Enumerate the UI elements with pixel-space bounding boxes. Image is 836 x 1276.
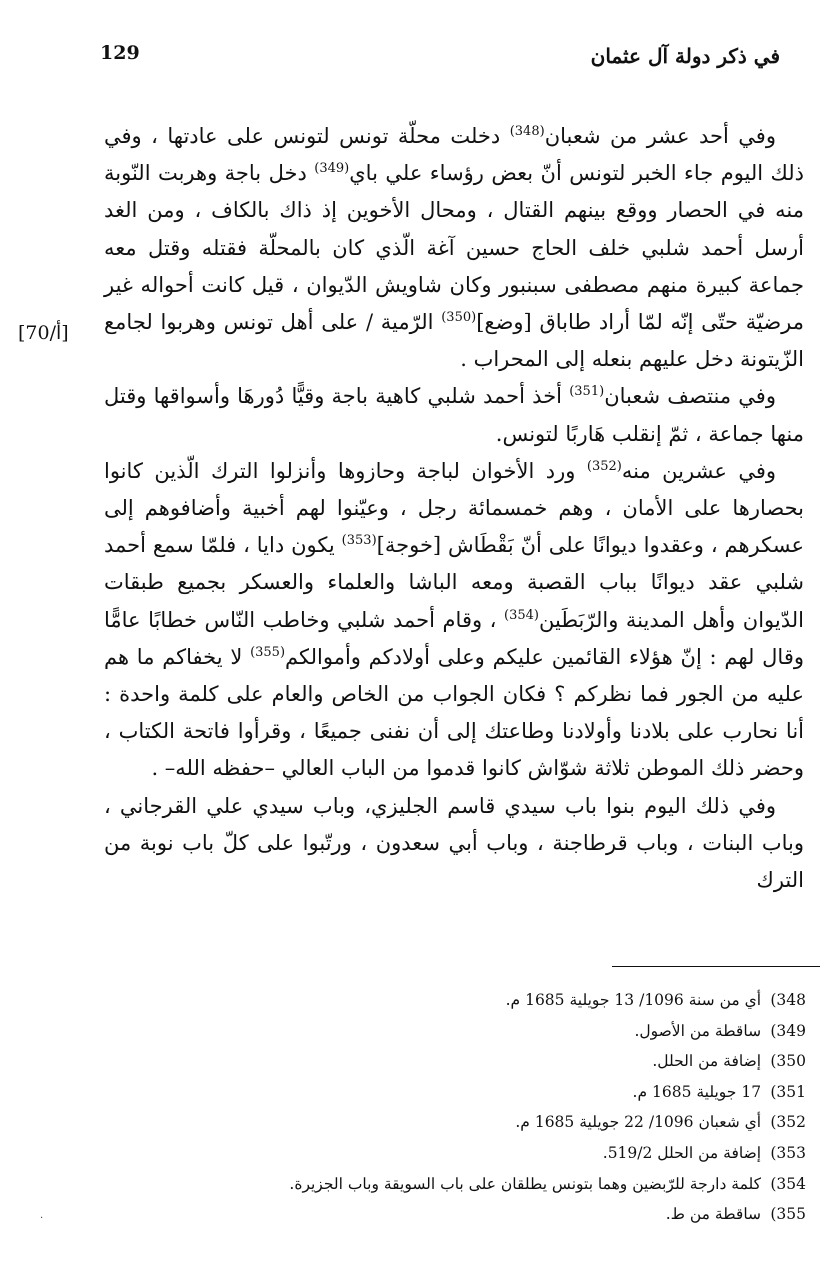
footnote-number: 355) xyxy=(770,1205,806,1224)
footnote-item xyxy=(186,1016,806,1047)
footnote-separator xyxy=(612,966,820,967)
footnote-item xyxy=(186,1077,806,1108)
paragraph-text: دخل باجة وهربت النّوبة منه في الحصار ووقع بينهم القتال ، ومحال الأخوين إذ ذاك بالكاف ، ومن الغد أرسل أحمد شلبي خلف الحاج حسين آغة الّذي كان بالمحلّة فقتله وقتل معه جماعة كبيرة منهم مصطفى سبنبور وكان شاويش الدّيوان ، قيل كانت أحواله غير مرضيّة حتّى إنّه لمّا أراد طاباق [وضع] xyxy=(104,161,805,335)
paragraph-text: لا يخفاكم ما هم عليه من الجور فما نظركم ؟ فكان الجواب من الخاص والعام على كلمة واحدة : أنا نحارب على بلادنا وأولادنا وطاعتك إلى أن نفنى جميعًا ، وقرأوا فاتحة الكتاب ، وحضر ذلك الموطن ثلاثة شوّاش كانوا قدموا من الباب العالي –حفظه الله– . xyxy=(104,644,804,781)
paragraph-text: الرّمية / على أهل تونس وهربوا لجامع الزّيتونة دخل عليهم بنعله إلى المحراب . xyxy=(104,310,804,372)
footnote-item xyxy=(186,985,806,1016)
footnote-reference: (350) xyxy=(441,310,477,326)
footnote-number: 350) xyxy=(770,1052,806,1071)
footnote-text: ساقطة من الأصول. xyxy=(634,1021,762,1040)
footnote-item xyxy=(186,1138,806,1169)
footnote-text: إضافة من الحلل. xyxy=(652,1052,762,1071)
footnote-number: 353) xyxy=(770,1143,806,1162)
footnote-text: 17 جويلية 1685 م. xyxy=(632,1082,762,1101)
footnote-reference: (355) xyxy=(250,644,286,660)
paragraph xyxy=(104,118,804,378)
footnote-reference: (352) xyxy=(586,458,622,474)
footnote-reference: (349) xyxy=(314,161,350,177)
paragraph xyxy=(104,453,804,788)
footnote-number: 349) xyxy=(770,1021,806,1040)
footnote-text: ساقطة من ط. xyxy=(665,1205,762,1224)
footnote-item xyxy=(186,1199,806,1230)
footnote-item xyxy=(186,1169,806,1200)
footnote-number: 352) xyxy=(770,1113,806,1132)
footnote-number: 348) xyxy=(770,991,806,1009)
footnote-number: 351) xyxy=(770,1082,806,1101)
main-text-body xyxy=(104,118,804,899)
footnote-text: كلمة دارجة للرّبضين وهما بتونس يطلقان على باب السويقة وباب الجزيرة. xyxy=(289,1174,762,1193)
paragraph-text: وفي عشرين منه xyxy=(621,458,776,483)
paragraph-text: يكون دايا ، فلمّا سمع أحمد شلبي عقد ديوانًا بباب القصبة ومعه الباشا والعلماء والعسكر بجميع طبقات الدّيوان وأهل المدينة والرّبَطَين xyxy=(104,533,804,632)
paragraph-text: ورد الأخوان لباجة وحازوها وأنزلوا الترك الّذين كانوا بحصارها على الأمان ، وهم خمسمائة رجل ، وعيّنوا لهم أخبية وأضافوهم إلى عسكرهم ، وعقدوا ديوانًا على أنّ بَقْطَاش [خوجة] xyxy=(104,458,804,558)
folio-marker: [70/أ] xyxy=(18,322,69,344)
page-number: 129 xyxy=(100,42,140,64)
paragraph xyxy=(104,788,804,900)
paragraph-text: دخلت محلّة تونس لتونس على عادتها ، وفي ذلك اليوم جاء الخبر لتونس أنّ بعض رؤساء علي باي xyxy=(104,124,804,186)
scan-speck: · xyxy=(40,1213,44,1224)
footnote-number: 354) xyxy=(770,1174,806,1193)
paragraph xyxy=(104,378,804,452)
footnote-reference: (351) xyxy=(569,384,605,400)
footnote-item xyxy=(186,1046,806,1077)
footnotes-list xyxy=(186,985,806,1230)
paragraph-text: وفي أحد عشر من شعبان xyxy=(544,124,776,148)
paragraph-text: وفي ذلك اليوم بنوا باب سيدي قاسم الجليزي، وباب سيدي علي القرجاني ، وباب البنات ، وباب قرطاجنة ، وباب أبي سعدون ، ورتّبوا على كلّ باب نوبة من الترك xyxy=(104,793,804,893)
footnote-text: أي شعبان 1096/ 22 جويلية 1685 م. xyxy=(515,1113,762,1132)
footnote-reference: (353) xyxy=(341,533,377,549)
paragraph-text: ، وقام أحمد شلبي وخاطب النّاس خطابًا عامًّا وقال لهم : إنّ هؤلاء القائمين عليكم وعلى أولادكم وأموالكم xyxy=(104,607,804,669)
paragraph-text: وفي منتصف شعبان xyxy=(604,384,776,409)
footnote-text: أي من سنة 1096/ 13 جويلية 1685 م. xyxy=(505,991,762,1009)
paragraph-text: أخذ أحمد شلبي كاهية باجة وقيًّا دُورهَا وأسواقها وقتل منها جماعة ، ثمّ إنقلب هَاربًا لتونس. xyxy=(104,384,804,446)
footnote-item xyxy=(186,1107,806,1138)
running-title: في ذكر دولة آل عثمان xyxy=(590,44,780,68)
footnote-reference: (348) xyxy=(509,124,545,139)
footnote-reference: (354) xyxy=(504,607,539,623)
footnote-text: إضافة من الحلل 519/2. xyxy=(602,1143,762,1162)
